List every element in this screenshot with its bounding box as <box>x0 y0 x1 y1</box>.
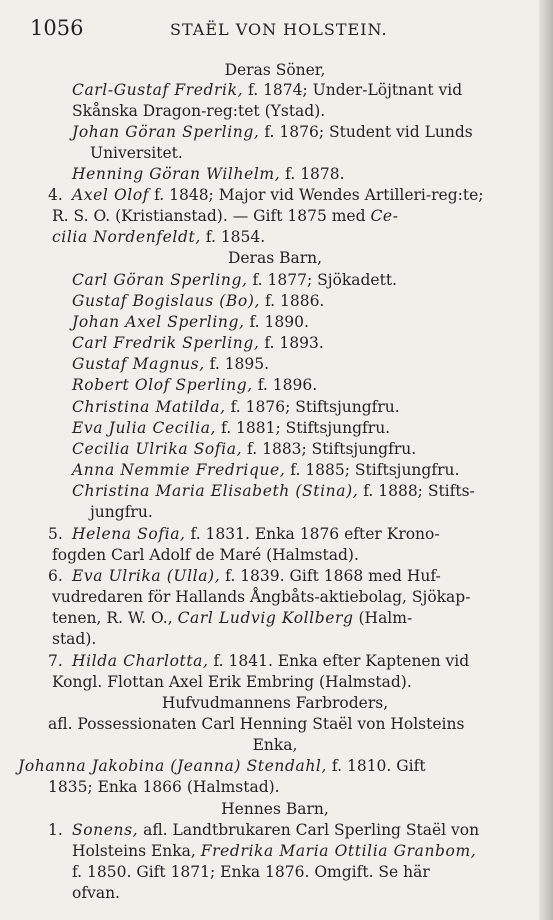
entry-johan-goran-cont <box>90 143 520 164</box>
text-run: Kongl. Flottan Axel Erik Embring (Halmstad). <box>52 673 412 691</box>
entry-number: 5. <box>48 525 63 543</box>
text-run: f. 1876; Student vid Lunds <box>259 123 473 141</box>
text-run: R. S. O. (Kristianstad). — Gift 1875 med <box>52 207 371 225</box>
text-run: 1835; Enka 1866 (Halmstad). <box>48 778 280 796</box>
heading-deras-barn-1 <box>140 248 410 269</box>
child-carl-fredrik <box>72 333 522 354</box>
child-eva-julia <box>72 418 522 439</box>
text-run: f. 1877; Sjökadett. <box>247 271 397 289</box>
entry-7-hilda <box>48 651 527 672</box>
entry-johanna-cont <box>48 777 518 798</box>
entry-number: 4. <box>48 186 63 204</box>
running-title: STAËL VON HOLSTEIN. <box>170 20 388 39</box>
text-run: f. 1890. <box>244 313 309 331</box>
text-run: stad). <box>52 630 97 648</box>
entry-7-cont <box>52 672 522 693</box>
italic-name: Fredrika Maria Ottilia Granbom, <box>200 842 477 860</box>
italic-name: Carl-Gustaf Fredrik, <box>72 81 244 99</box>
entry-johanna <box>18 756 523 777</box>
text-run: Hennes Barn, <box>221 800 329 818</box>
page-number: 1056 <box>30 16 84 40</box>
entry-5-cont <box>52 545 522 566</box>
text-run: f. 1888; Stifts- <box>358 482 475 500</box>
child-cecilia-ulrika <box>72 439 522 460</box>
entry-number: 6. <box>48 567 63 585</box>
italic-name: Helena Sofia, <box>72 525 186 543</box>
text-run: afl. Landtbrukaren Carl Sperling Staël von <box>138 821 480 839</box>
entry-1-sonens <box>48 820 527 841</box>
entry-1-cont-1 <box>72 841 527 862</box>
italic-name: Gustaf Magnus, <box>72 355 205 373</box>
text-run: f. 1831. Enka 1876 efter Krono- <box>185 525 440 543</box>
entry-4-cont-1 <box>52 206 522 227</box>
entry-number: 7. <box>48 652 63 670</box>
italic-name: Ce- <box>370 207 399 225</box>
text-run: f. 1885; Stiftsjungfru. <box>285 461 460 479</box>
italic-name: Johan Göran Sperling, <box>72 123 260 141</box>
child-anna-nemmie <box>72 460 522 481</box>
entry-johan-goran <box>72 122 522 143</box>
text-run: f. 1886. <box>260 292 325 310</box>
italic-name: Eva Julia Cecilia, <box>72 419 217 437</box>
text-run: vudredaren för Hallands Ångbåts-aktiebolag, Sjökap- <box>52 588 471 606</box>
text-run: Deras Söner, <box>224 61 326 79</box>
text-run: f. 1878. <box>280 165 345 183</box>
child-christina-maria-cont <box>90 502 290 523</box>
italic-name: Cecilia Ulrika Sofia, <box>72 440 243 458</box>
text-run: f. 1896. <box>252 376 318 394</box>
text-run: f. 1810. Gift <box>327 757 426 775</box>
text-run: ofvan. <box>72 884 120 902</box>
entry-number: 1. <box>48 821 63 839</box>
text-run: f. 1850. Gift 1871; Enka 1876. Omgift. Se här <box>72 863 430 881</box>
italic-name: Johan Axel Sperling, <box>72 313 245 331</box>
italic-name: Carl Göran Sperling, <box>72 271 248 289</box>
heading-enka <box>140 735 410 756</box>
text-run: Hufvudmannens Farbroders, <box>161 694 389 712</box>
italic-name: Robert Olof Sperling, <box>72 376 253 394</box>
entry-1-cont-3 <box>72 883 527 904</box>
child-carl-goran <box>72 270 522 291</box>
text-run: Universitet. <box>90 144 183 162</box>
text-run: f. 1895. <box>204 355 270 373</box>
child-gustaf-bogislaus <box>72 291 522 312</box>
heading-deras-soner <box>140 60 410 81</box>
italic-name: Sonens, <box>72 821 139 839</box>
entry-4-axel-olof <box>48 185 527 206</box>
text-run: tenen, R. W. O., <box>52 609 178 627</box>
text-run: Enka, <box>252 736 298 754</box>
entry-4-cont-2 <box>52 227 522 248</box>
italic-name: Anna Nemmie Fredrique, <box>72 461 286 479</box>
text-run: f. 1848; Major vid Wendes Artilleri-reg:te; <box>149 186 484 204</box>
child-gustaf-magnus <box>72 354 522 375</box>
italic-name: cilia Nordenfeldt, <box>52 228 201 246</box>
italic-name: Carl Ludvig Kollberg <box>177 609 354 627</box>
entry-6-cont-3 <box>52 629 252 650</box>
text-run: f. 1893. <box>259 334 324 352</box>
text-run: f. 1839. Gift 1868 med Huf- <box>220 567 441 585</box>
entry-6-cont-2 <box>52 608 522 629</box>
line-possessionaten <box>48 714 518 735</box>
entry-henning <box>72 164 522 185</box>
text-run: f. 1854. <box>200 228 266 246</box>
text-run: f. 1841. Enka efter Kaptenen vid <box>208 652 470 670</box>
italic-name: Christina Maria Elisabeth (Stina), <box>72 482 359 500</box>
text-run: jungfru. <box>90 503 153 521</box>
text-run: f. 1874; Under-Löjtnant vid <box>243 81 463 99</box>
italic-name: Hilda Charlotta, <box>72 652 209 670</box>
italic-name: Axel Olof <box>72 186 150 204</box>
text-run: f. 1881; Stiftsjungfru. <box>216 419 391 437</box>
italic-name: Eva Ulrika (Ulla), <box>72 567 221 585</box>
text-run: Skånska Dragon-reg:tet (Ystad). <box>72 102 326 120</box>
page-header <box>30 16 500 42</box>
page-edge <box>539 0 553 920</box>
child-johan-axel <box>72 312 522 333</box>
entry-5-helena <box>48 524 527 545</box>
text-run: f. 1883; Stiftsjungfru. <box>242 440 417 458</box>
italic-name: Henning Göran Wilhelm, <box>72 165 281 183</box>
italic-name: Carl Fredrik Sperling, <box>72 334 260 352</box>
entry-carl-gustaf <box>72 80 522 101</box>
entry-1-cont-2 <box>72 862 527 883</box>
text-run: afl. Possessionaten Carl Henning Staël von Holsteins <box>48 715 465 733</box>
text-run: (Halm- <box>353 609 413 627</box>
child-robert-olof <box>72 375 522 396</box>
heading-hennes-barn <box>140 799 410 820</box>
text-run: fogden Carl Adolf de Maré (Halmstad). <box>52 546 359 564</box>
entry-carl-gustaf-cont <box>72 101 522 122</box>
text-run: Deras Barn, <box>227 249 323 267</box>
entry-6-eva-ulrika <box>48 566 527 587</box>
entry-6-cont-1 <box>52 587 522 608</box>
text-run: f. 1876; Stiftsjungfru. <box>225 398 400 416</box>
italic-name: Christina Matilda, <box>72 398 226 416</box>
heading-farbroders <box>140 693 410 714</box>
text-run: Holsteins Enka, <box>72 842 201 860</box>
italic-name: Johanna Jakobina (Jeanna) Stendahl, <box>18 757 327 775</box>
child-christina-maria <box>72 481 527 502</box>
italic-name: Gustaf Bogislaus (Bo), <box>72 292 261 310</box>
child-christina-matilda <box>72 397 522 418</box>
